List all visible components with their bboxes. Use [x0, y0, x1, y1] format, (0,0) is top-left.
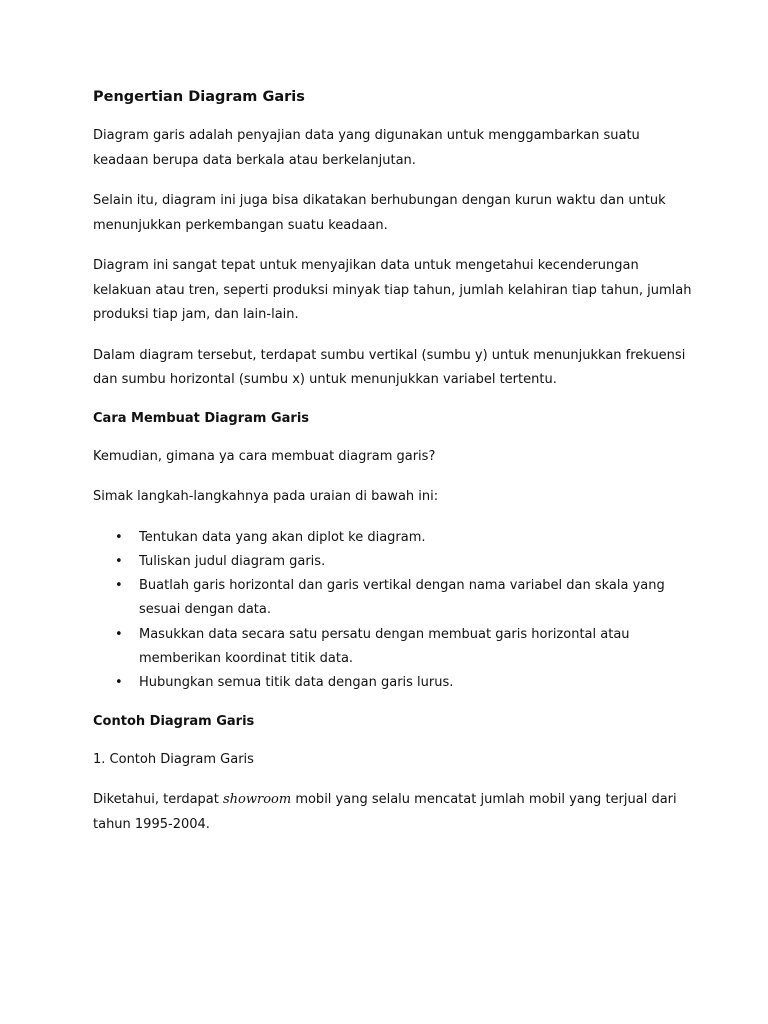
- list-item: [93, 526, 693, 550]
- paragraph-definition: Diagram garis adalah penyajian data yang digunakan untuk menggambarkan suatu keadaan berupa data berkala atau berkelanjutan.: [93, 128, 640, 168]
- paragraph-question: Kemudian, gimana ya cara membuat diagram garis?: [93, 448, 436, 464]
- bullet-icon: •: [115, 553, 123, 569]
- list-item-text: Buatlah garis horizontal dan garis vertikal dengan nama variabel dan skala yang sesuai dengan data.: [139, 578, 665, 618]
- list-item-text: Tuliskan judul diagram garis.: [139, 553, 326, 569]
- example-text-after: mobil yang selalu mencatat jumlah mobil yang terjual dari tahun 1995-2004.: [93, 792, 677, 832]
- list-item: [93, 550, 693, 574]
- paragraph-steps-intro: Simak langkah-langkahnya pada uraian di bawah ini:: [93, 489, 439, 504]
- bullet-icon: •: [115, 578, 123, 594]
- paragraph-example-description: [93, 788, 693, 837]
- bullet-icon: •: [115, 626, 123, 642]
- list-item-text: Tentukan data yang akan diplot ke diagram.: [139, 529, 426, 545]
- document-page: [93, 86, 693, 853]
- bullet-icon: •: [115, 529, 123, 545]
- section-heading-contoh: Contoh Diagram Garis: [93, 713, 255, 729]
- list-item-text: Masukkan data secara satu persatu dengan membuat garis horizontal atau memberikan koordinat titik data.: [139, 626, 630, 666]
- paragraph-axes: Dalam diagram tersebut, terdapat sumbu vertikal (sumbu y) untuk menunjukkan frekuensi dan sumbu horizontal (sumbu x) untuk menunjukkan variabel tertentu.: [93, 347, 686, 387]
- paragraph-time-relation: Selain itu, diagram ini juga bisa dikatakan berhubungan dengan kurun waktu dan untuk menunjukkan perkembangan suatu keadaan.: [93, 193, 666, 233]
- list-item-text: Hubungkan semua titik data dengan garis lurus.: [139, 675, 454, 691]
- list-item: [93, 671, 693, 695]
- list-item: [93, 574, 693, 623]
- paragraph-example-number: 1. Contoh Diagram Garis: [93, 751, 254, 767]
- section-heading-pengertian: Pengertian Diagram Garis: [93, 89, 305, 105]
- example-text-before: Diketahui, terdapat: [93, 792, 223, 808]
- paragraph-trend-usage: Diagram ini sangat tepat untuk menyajikan data untuk mengetahui kecenderungan kelakuan atau tren, seperti produksi minyak tiap tahun, jumlah kelahiran tiap tahun, jumlah produksi tiap jam, dan lain-lain.: [93, 258, 692, 322]
- list-item: [93, 623, 693, 672]
- section-heading-cara-membuat: Cara Membuat Diagram Garis: [93, 410, 310, 426]
- example-text-emphasis: showroom: [222, 792, 292, 808]
- bullet-icon: •: [115, 675, 123, 691]
- steps-list: [93, 526, 693, 696]
